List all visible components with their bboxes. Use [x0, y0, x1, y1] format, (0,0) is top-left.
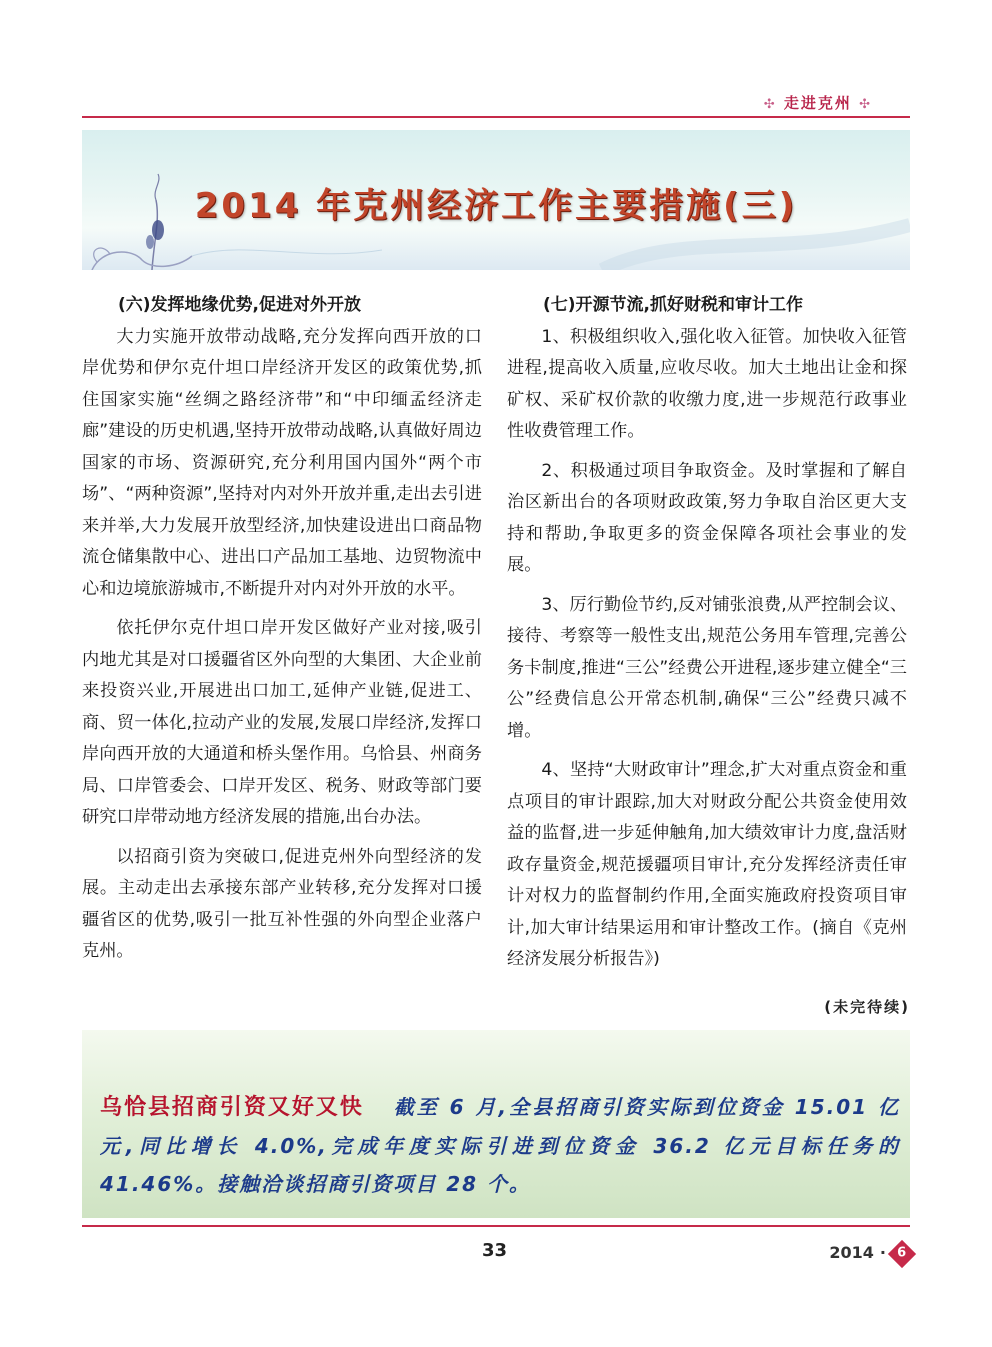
- header-divider: [82, 116, 910, 118]
- paragraph: 4、坚持“大财政审计”理念,扩大对重点资金和重点项目的审计跟踪,加大对财政分配公共资金使用效益的监督,进一步延伸触角,加大绩效审计力度,盘活财政存量资金,规范援疆项目审计,充分发挥经济责任审计对权力的监督制约作用,全面实施政府投资项目审计,加大审计结果运用和审计整改工作。(摘自《克州经济发展分析报告》): [507, 760, 907, 969]
- paragraph: 3、厉行勤俭节约,反对铺张浪费,从严控制会议、接待、考察等一般性支出,规范公务用车管理,完善公务卡制度,推进“三公”经费公开进程,逐步建立健全“三公”经费信息公开常态机制,确保“三公”经费只减不增。: [507, 594, 908, 741]
- paragraph: 以招商引资为突破口,促进克州外向型经济的发展。主动走出去承接东部产业转移,充分发挥对口援疆省区的优势,吸引一批互补性强的外向型企业落户克州。: [82, 846, 482, 961]
- news-title: 乌恰县招商引资又好又快: [100, 1095, 364, 1120]
- section-tag-label: 走进克州: [783, 94, 852, 112]
- paragraph: 2、积极通过项目争取资金。及时掌握和了解自治区新出台的各项财政政策,努力争取自治区更大支持和帮助,争取更多的资金保障各项社会事业的发展。: [507, 460, 907, 575]
- issue-diamond-icon: [888, 1239, 916, 1267]
- section-heading: (六)发挥地缘优势,促进对外开放: [118, 295, 361, 315]
- news-body: 截至 6 月,全县招商引资实际到位资金 15.01 亿元,同比增长 4.0%,完成年度实际引进到位资金 36.2 亿元目标任务的 41.46%。接触洽谈招商引资项目 28 个。: [100, 1095, 900, 1196]
- paragraph: 依托伊尔克什坦口岸开发区做好产业对接,吸引内地尤其是对口援疆省区外向型的大集团、大企业前来投资兴业,开展进出口加工,延伸产业链,促进工、商、贸一体化,拉动产业的发展,发展口岸经济,发挥口岸向西开放的大通道和桥头堡作用。乌恰县、州商务局、口岸管委会、口岸开发区、税务、财政等部门要研究口岸带动地方经济发展的措施,出台办法。: [82, 618, 482, 827]
- news-text: [100, 1088, 900, 1203]
- footer-divider: [82, 1225, 910, 1227]
- right-column: [507, 290, 907, 984]
- issue-separator: ·: [879, 1243, 886, 1262]
- title-banner: [82, 130, 910, 270]
- flower-deco-icon: ✣: [859, 97, 872, 112]
- flower-deco-icon: ✣: [763, 97, 777, 112]
- to-be-continued-note: (未完待续): [824, 998, 910, 1016]
- paragraph: 大力实施开放带动战略,充分发挥向西开放的口岸优势和伊尔克什坦口岸经济开发区的政策优势,抓住国家实施“丝绸之路经济带”和“中印缅孟经济走廊”建设的历史机遇,坚持开放带动战略,认真做好周边国家的市场、资源研究,充分利用国内国外“两个市场”、“两种资源”,坚持对内对外开放并重,走出去引进来并举,大力发展开放型经济,加快建设进出口商品物流仓储集散中心、进出口产品加工基地、边贸物流中心和边境旅游城市,不断提升对内对外开放的水平。: [82, 326, 482, 599]
- section-tag: [764, 92, 872, 113]
- issue-year: 2014: [829, 1243, 874, 1262]
- paragraph: 1、积极组织收入,强化收入征管。加快收入征管进程,提高收入质量,应收尽收。加大土地出让金和探矿权、采矿权价款的收缴力度,进一步规范行政事业性收费管理工作。: [507, 326, 907, 441]
- issue-number: 6: [897, 1245, 907, 1261]
- news-box: [82, 1030, 910, 1218]
- issue-label: [829, 1243, 912, 1264]
- page-title: 2014 年克州经济工作主要措施(三): [194, 186, 798, 226]
- page-number: 33: [482, 1240, 508, 1261]
- section-heading: (七)开源节流,抓好财税和审计工作: [543, 295, 803, 315]
- left-column: [82, 290, 482, 976]
